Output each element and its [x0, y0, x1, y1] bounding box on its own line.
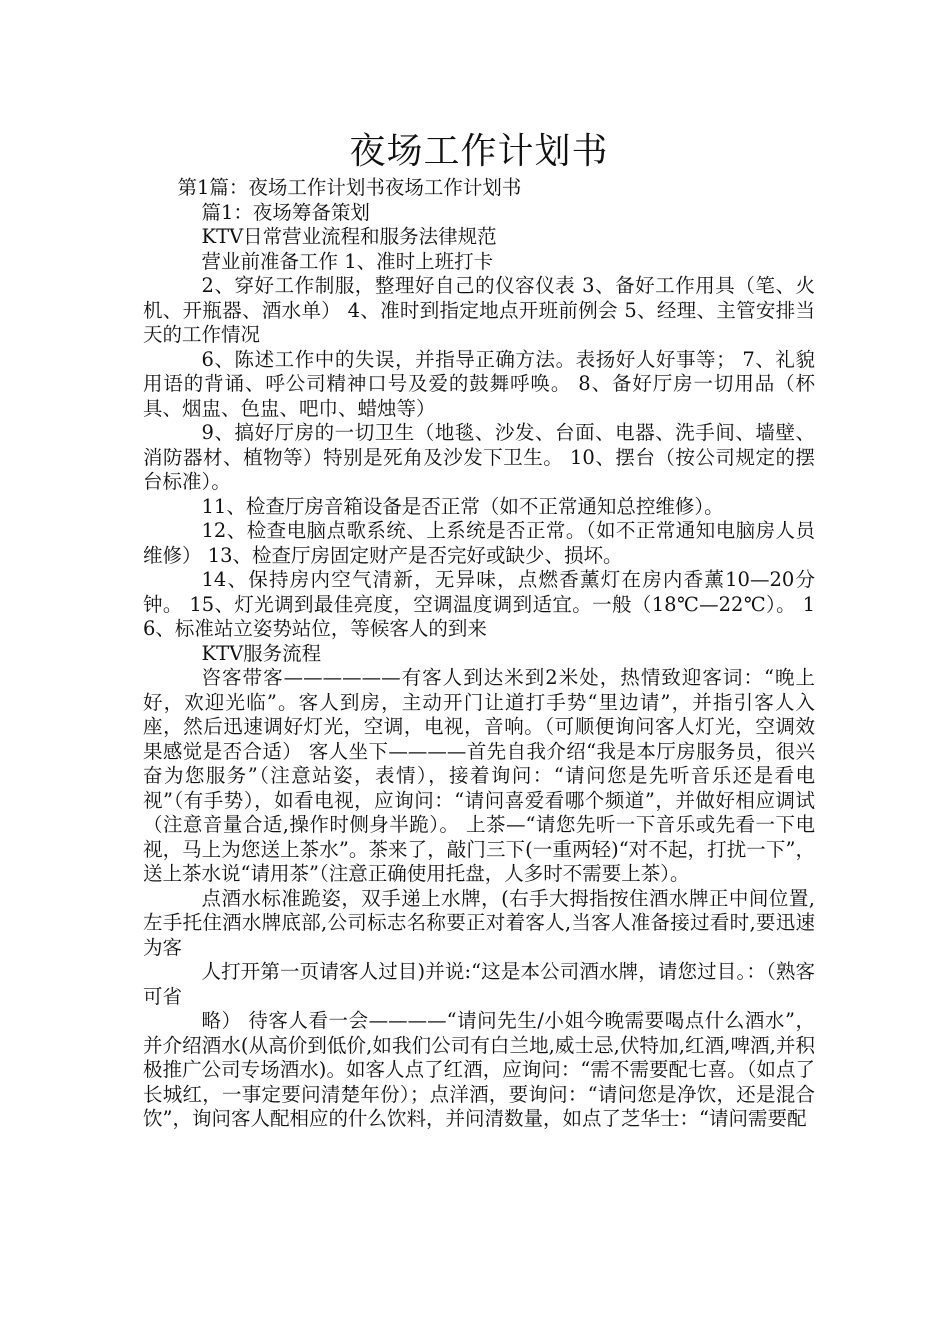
paragraph: 人打开第一页请客人过目)并说:“这是本公司酒水牌，请您过目。：（熟客可省 [143, 960, 815, 1008]
sub-heading: KTV日常营业流程和服务法律规范 [201, 225, 497, 248]
section-heading: 篇1：夜场筹备策划 [201, 200, 370, 224]
paragraph: 11、检查厅房音箱设备是否正常（如不正常通知总控维修）。 [201, 494, 724, 518]
paragraph: 9、搞好厅房的一切卫生（地毯、沙发、台面、电器、洗手间、墙壁、消防器材、植物等）特别是死角及沙发下卫生。 10、摆台（按公司规定的摆台标准）。 [143, 421, 815, 493]
paragraph: 2、穿好工作制服，整理好自己的仪容仪表 3、备好工作用具（笔、火机、开瓶器、酒水单） 4、准时到指定地点开班前例会 5、经理、主管安排当天的工作情况 [143, 274, 815, 346]
document-body [143, 176, 815, 1132]
paragraph: 6、陈述工作中的失误，并指导正确方法。表扬好人好事等； 7、礼貌用语的背诵、呼公司精神口号及爱的鼓舞呼唤。 8、备好厅房一切用品（杯具、烟盅、色盅、吧巾、蜡烛等） [143, 347, 815, 420]
paragraph: 14、保持房内空气清新，无异味，点燃香薰灯在房内香薰10—20分钟。 15、灯光调到最佳亮度，空调温度调到适宜。一般（18℃—22℃）。 16、标准站立姿势站位，等候客人的到来 [143, 568, 815, 640]
article-heading: 第1篇：夜场工作计划书夜场工作计划书 [177, 176, 522, 199]
document-page [143, 128, 815, 1132]
paragraph: 12、检查电脑点歌系统、上系统是否正常。（如不正常通知电脑房人员维修） 13、检查厅房固定财产是否完好或缺少、损坏。 [143, 519, 815, 567]
paragraph: 咨客带客——————有客人到达米到2米处，热情致迎客词：“晚上好，欢迎光临”。客人到房，主动开门让道打手势“里边请”，并指引客人入座，然后迅速调好灯光，空调，电视，音响。（可顺便询问客人灯光，空调效果感觉是否合适） 客人坐下————首先自我介绍“我是本厅房服务员，很兴奋为您服务”（注意站姿，表情），接着询问：“请问您是先听音乐还是看电视”（有手势），如看电视，应询问：“请问喜爱看哪个频道”，并做好相应调试（注意音量合适,操作时侧身半跪）。 上茶—“请您先听一下音乐或先看一下电视，马上为您送上茶水”。茶来了，敲门三下(一重两轻)“对不起，打扰一下”，送上茶水说“请用茶”（注意正确使用托盘，人多时不需要上茶）。 [143, 666, 815, 885]
sub-heading: KTV服务流程 [201, 641, 322, 665]
paragraph: 略） 待客人看一会————“请问先生/小姐今晚需要喝点什么酒水”，并介绍酒水(从高价到低价,如我们公司有白兰地,威士忌,伏特加,红酒,啤酒,并积极推广公司专场酒水)。如客人点了红酒，应询问：“需不需要配七喜。（如点了长城红，一事定要问清楚年份）；点洋酒，要询问：“请问您是净饮，还是混合饮”，询问客人配相应的什么饮料，并问清数量，如点了芝华士：“请问需要配 [143, 1009, 815, 1130]
document-title: 夜场工作计划书 [349, 131, 609, 172]
paragraph: 点酒水标准跪姿，双手递上水牌，(右手大拇指按住酒水牌正中间位置,左手托住酒水牌底部,公司标志名称要正对着客人,当客人准备接过看时,要迅速为客 [143, 886, 815, 959]
paragraph: 营业前准备工作 1、准时上班打卡 [201, 249, 494, 273]
